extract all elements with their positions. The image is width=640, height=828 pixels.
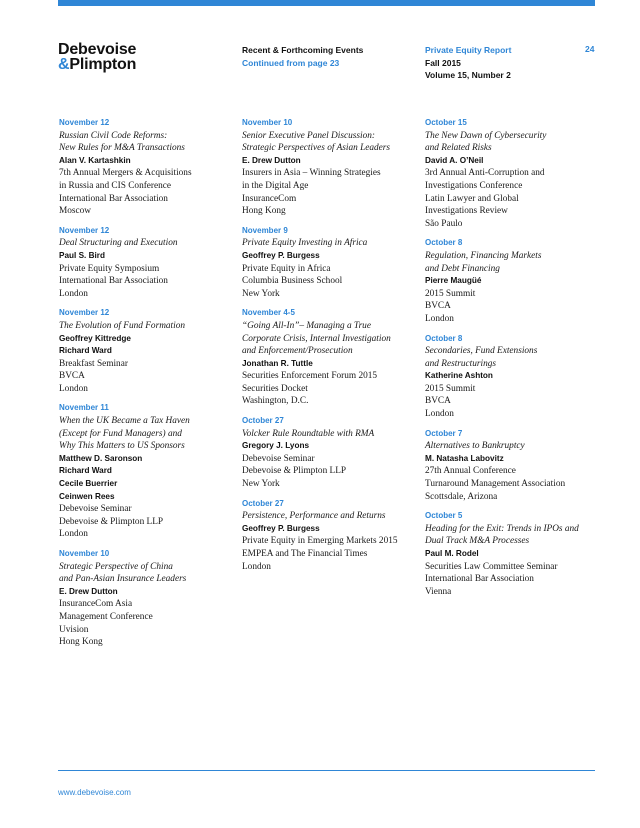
event-detail: InsuranceCom Asia: [59, 599, 133, 610]
event-detail: Scottsdale, Arizona: [425, 491, 498, 502]
event-title: Secondaries, Fund Extensions: [425, 346, 538, 357]
event-date: October 7: [425, 428, 463, 438]
event-detail: International Bar Association: [59, 193, 168, 204]
event-detail: EMPEA and The Financial Times: [242, 549, 368, 559]
event-detail: Private Equity in Emerging Markets 2015: [242, 536, 398, 547]
event-item: [59, 117, 239, 218]
event-speaker: Paul S. Bird: [59, 250, 105, 260]
event-detail: Insurers in Asia – Winning Strategies: [242, 168, 381, 179]
event-title: Private Equity Investing in Africa: [242, 238, 368, 249]
event-item: [242, 307, 422, 408]
report-header: [425, 44, 511, 82]
logo-ampersand: &: [58, 56, 70, 73]
event-title: Dual Track M&A Processes: [425, 536, 530, 547]
event-speaker: E. Drew Dutton: [242, 155, 301, 165]
page-number: 24: [585, 44, 595, 54]
event-item: [59, 225, 239, 301]
event-title: (Except for Fund Managers) and: [59, 428, 182, 439]
event-date: November 10: [59, 549, 110, 558]
event-detail: Private Equity Symposium: [59, 263, 160, 274]
event-detail: Washington, D.C.: [242, 396, 309, 407]
section-title: Recent & Forthcoming Events: [242, 45, 364, 55]
event-date: November 12: [59, 118, 110, 127]
event-detail: 7th Annual Mergers & Acquisitions: [59, 168, 192, 179]
event-detail: Debevoise & Plimpton LLP: [242, 466, 347, 477]
event-detail: in the Digital Age: [242, 180, 309, 191]
event-speaker: David A. O’Neil: [425, 155, 484, 165]
event-title: Strategic Perspectives of Asian Leaders: [242, 143, 391, 154]
event-detail: International Bar Association: [59, 276, 168, 287]
event-date: November 4-5: [242, 308, 295, 318]
event-detail: BVCA: [59, 371, 85, 382]
event-item: [425, 333, 605, 421]
event-item: [59, 548, 239, 649]
top-accent-bar: [58, 0, 595, 6]
event-detail: Securities Docket: [242, 383, 308, 394]
event-title: and Related Risks: [425, 143, 492, 154]
event-detail: New York: [242, 479, 280, 490]
event-speaker: Richard Ward: [59, 346, 112, 356]
event-date: November 10: [242, 118, 293, 127]
event-detail: BVCA: [425, 396, 451, 407]
event-item: [242, 117, 422, 218]
event-date: October 8: [425, 238, 463, 248]
event-detail: London: [425, 409, 454, 420]
event-date: October 8: [425, 333, 463, 343]
event-speaker: Ceinwen Rees: [59, 491, 115, 501]
event-item: [59, 307, 239, 395]
event-title: Regulation, Financing Markets: [425, 250, 542, 261]
event-detail: London: [242, 561, 271, 572]
event-item: [425, 510, 605, 598]
event-detail: São Paulo: [425, 218, 463, 229]
event-title: New Rules for M&A Transactions: [59, 143, 185, 154]
event-detail: Uvision: [59, 624, 89, 635]
event-detail: Hong Kong: [242, 206, 286, 217]
event-detail: London: [59, 383, 88, 394]
event-detail: Hong Kong: [59, 637, 103, 648]
event-detail: Vienna: [425, 586, 452, 597]
event-title: and Enforcement/Prosecution: [242, 346, 353, 357]
event-speaker: Gregory J. Lyons: [242, 441, 310, 451]
event-title: and Debt Financing: [425, 263, 500, 274]
events-column-1: [59, 117, 239, 656]
event-detail: London: [59, 529, 88, 540]
report-issue: Fall 2015: [425, 57, 461, 68]
event-date: October 27: [242, 498, 284, 508]
event-title: Deal Structuring and Execution: [59, 238, 178, 249]
logo-line1: Debevoise: [58, 41, 137, 58]
events-column-3: [425, 117, 605, 605]
event-speaker: Pierre Maugüé: [425, 276, 482, 286]
event-title: Russian Civil Code Reforms:: [59, 130, 168, 141]
event-detail: Debevoise Seminar: [59, 504, 132, 515]
event-detail: BVCA: [425, 301, 451, 312]
event-title: and Restructurings: [425, 358, 497, 369]
event-detail: International Bar Association: [425, 574, 534, 585]
section-header: [242, 44, 363, 70]
event-detail: Breakfast Seminar: [59, 358, 128, 369]
event-speaker: Paul M. Rodel: [425, 549, 479, 558]
event-item: [425, 237, 605, 325]
event-title: The New Dawn of Cybersecurity: [425, 130, 547, 141]
event-speaker: Matthew D. Saronson: [59, 453, 143, 463]
event-title: Strategic Perspective of China: [59, 561, 173, 572]
event-speaker: E. Drew Dutton: [59, 586, 118, 596]
event-detail: Securities Enforcement Forum 2015: [242, 371, 378, 382]
event-title: Heading for the Exit: Trends in IPOs and: [425, 523, 579, 534]
footer-url[interactable]: www.debevoise.com: [58, 788, 131, 797]
event-item: [425, 117, 605, 230]
continued-note: Continued from page 23: [242, 58, 340, 68]
event-detail: Investigations Review: [425, 206, 508, 217]
event-speaker: Alan V. Kartashkin: [59, 155, 131, 165]
event-detail: 2015 Summit: [425, 383, 476, 394]
event-title: Why This Matters to US Sponsors: [59, 441, 185, 452]
event-detail: Debevoise & Plimpton LLP: [59, 516, 164, 527]
event-date: November 11: [59, 403, 109, 413]
event-title: Alternatives to Bankruptcy: [425, 441, 525, 452]
debevoise-logo[interactable]: [58, 42, 136, 72]
event-detail: Columbia Business School: [242, 276, 343, 287]
event-title: Volcker Rule Roundtable with RMA: [242, 428, 375, 439]
event-date: November 12: [59, 225, 110, 235]
event-detail: Securities Law Committee Seminar: [425, 561, 558, 572]
event-item: [242, 498, 422, 574]
event-detail: Investigations Conference: [425, 180, 523, 191]
event-detail: Moscow: [59, 206, 92, 217]
event-title: “Going All-In”– Managing a True: [242, 320, 371, 331]
event-detail: New York: [242, 288, 280, 299]
event-title: Persistence, Performance and Returns: [242, 511, 386, 522]
event-title: The Evolution of Fund Formation: [59, 320, 186, 331]
event-date: October 5: [425, 511, 463, 521]
event-speaker: Richard Ward: [59, 466, 112, 476]
event-title: Corporate Crisis, Internal Investigation: [242, 333, 391, 344]
event-detail: Private Equity in Africa: [242, 263, 331, 274]
event-item: [59, 402, 239, 541]
event-speaker: Geoffrey P. Burgess: [242, 523, 320, 533]
event-speaker: Katherine Ashton: [425, 371, 493, 381]
event-speaker: Jonathan R. Tuttle: [242, 358, 313, 368]
event-item: [242, 225, 422, 301]
event-title: and Pan-Asian Insurance Leaders: [59, 574, 187, 585]
report-volume: Volume 15, Number 2: [425, 70, 511, 80]
event-speaker: Cecile Buerrier: [59, 479, 118, 489]
event-title: When the UK Became a Tax Haven: [59, 416, 190, 427]
event-detail: Debevoise Seminar: [242, 453, 315, 464]
event-date: October 27: [242, 416, 284, 426]
event-detail: 2015 Summit: [425, 288, 476, 299]
logo-line2: Plimpton: [69, 56, 137, 73]
event-speaker: Geoffrey Kittredge: [59, 333, 131, 343]
event-detail: 3rd Annual Anti-Corruption and: [425, 168, 545, 179]
events-column-2: [242, 117, 422, 580]
event-date: November 12: [59, 308, 110, 318]
event-detail: Turnaround Management Association: [425, 479, 566, 490]
event-item: [425, 428, 605, 504]
event-date: October 15: [425, 118, 467, 127]
footer-rule: [58, 770, 595, 771]
event-date: November 9: [242, 225, 288, 235]
event-detail: InsuranceCom: [242, 193, 297, 204]
event-detail: London: [425, 313, 454, 324]
event-item: [242, 415, 422, 491]
event-detail: Latin Lawyer and Global: [425, 193, 519, 204]
event-detail: 27th Annual Conference: [425, 466, 516, 477]
report-name: Private Equity Report: [425, 45, 512, 55]
event-title: Senior Executive Panel Discussion:: [242, 130, 375, 141]
event-detail: in Russia and CIS Conference: [59, 180, 172, 191]
event-detail: Management Conference: [59, 611, 153, 622]
event-speaker: M. Natasha Labovitz: [425, 453, 504, 463]
event-speaker: Geoffrey P. Burgess: [242, 250, 320, 260]
event-detail: London: [59, 288, 88, 299]
